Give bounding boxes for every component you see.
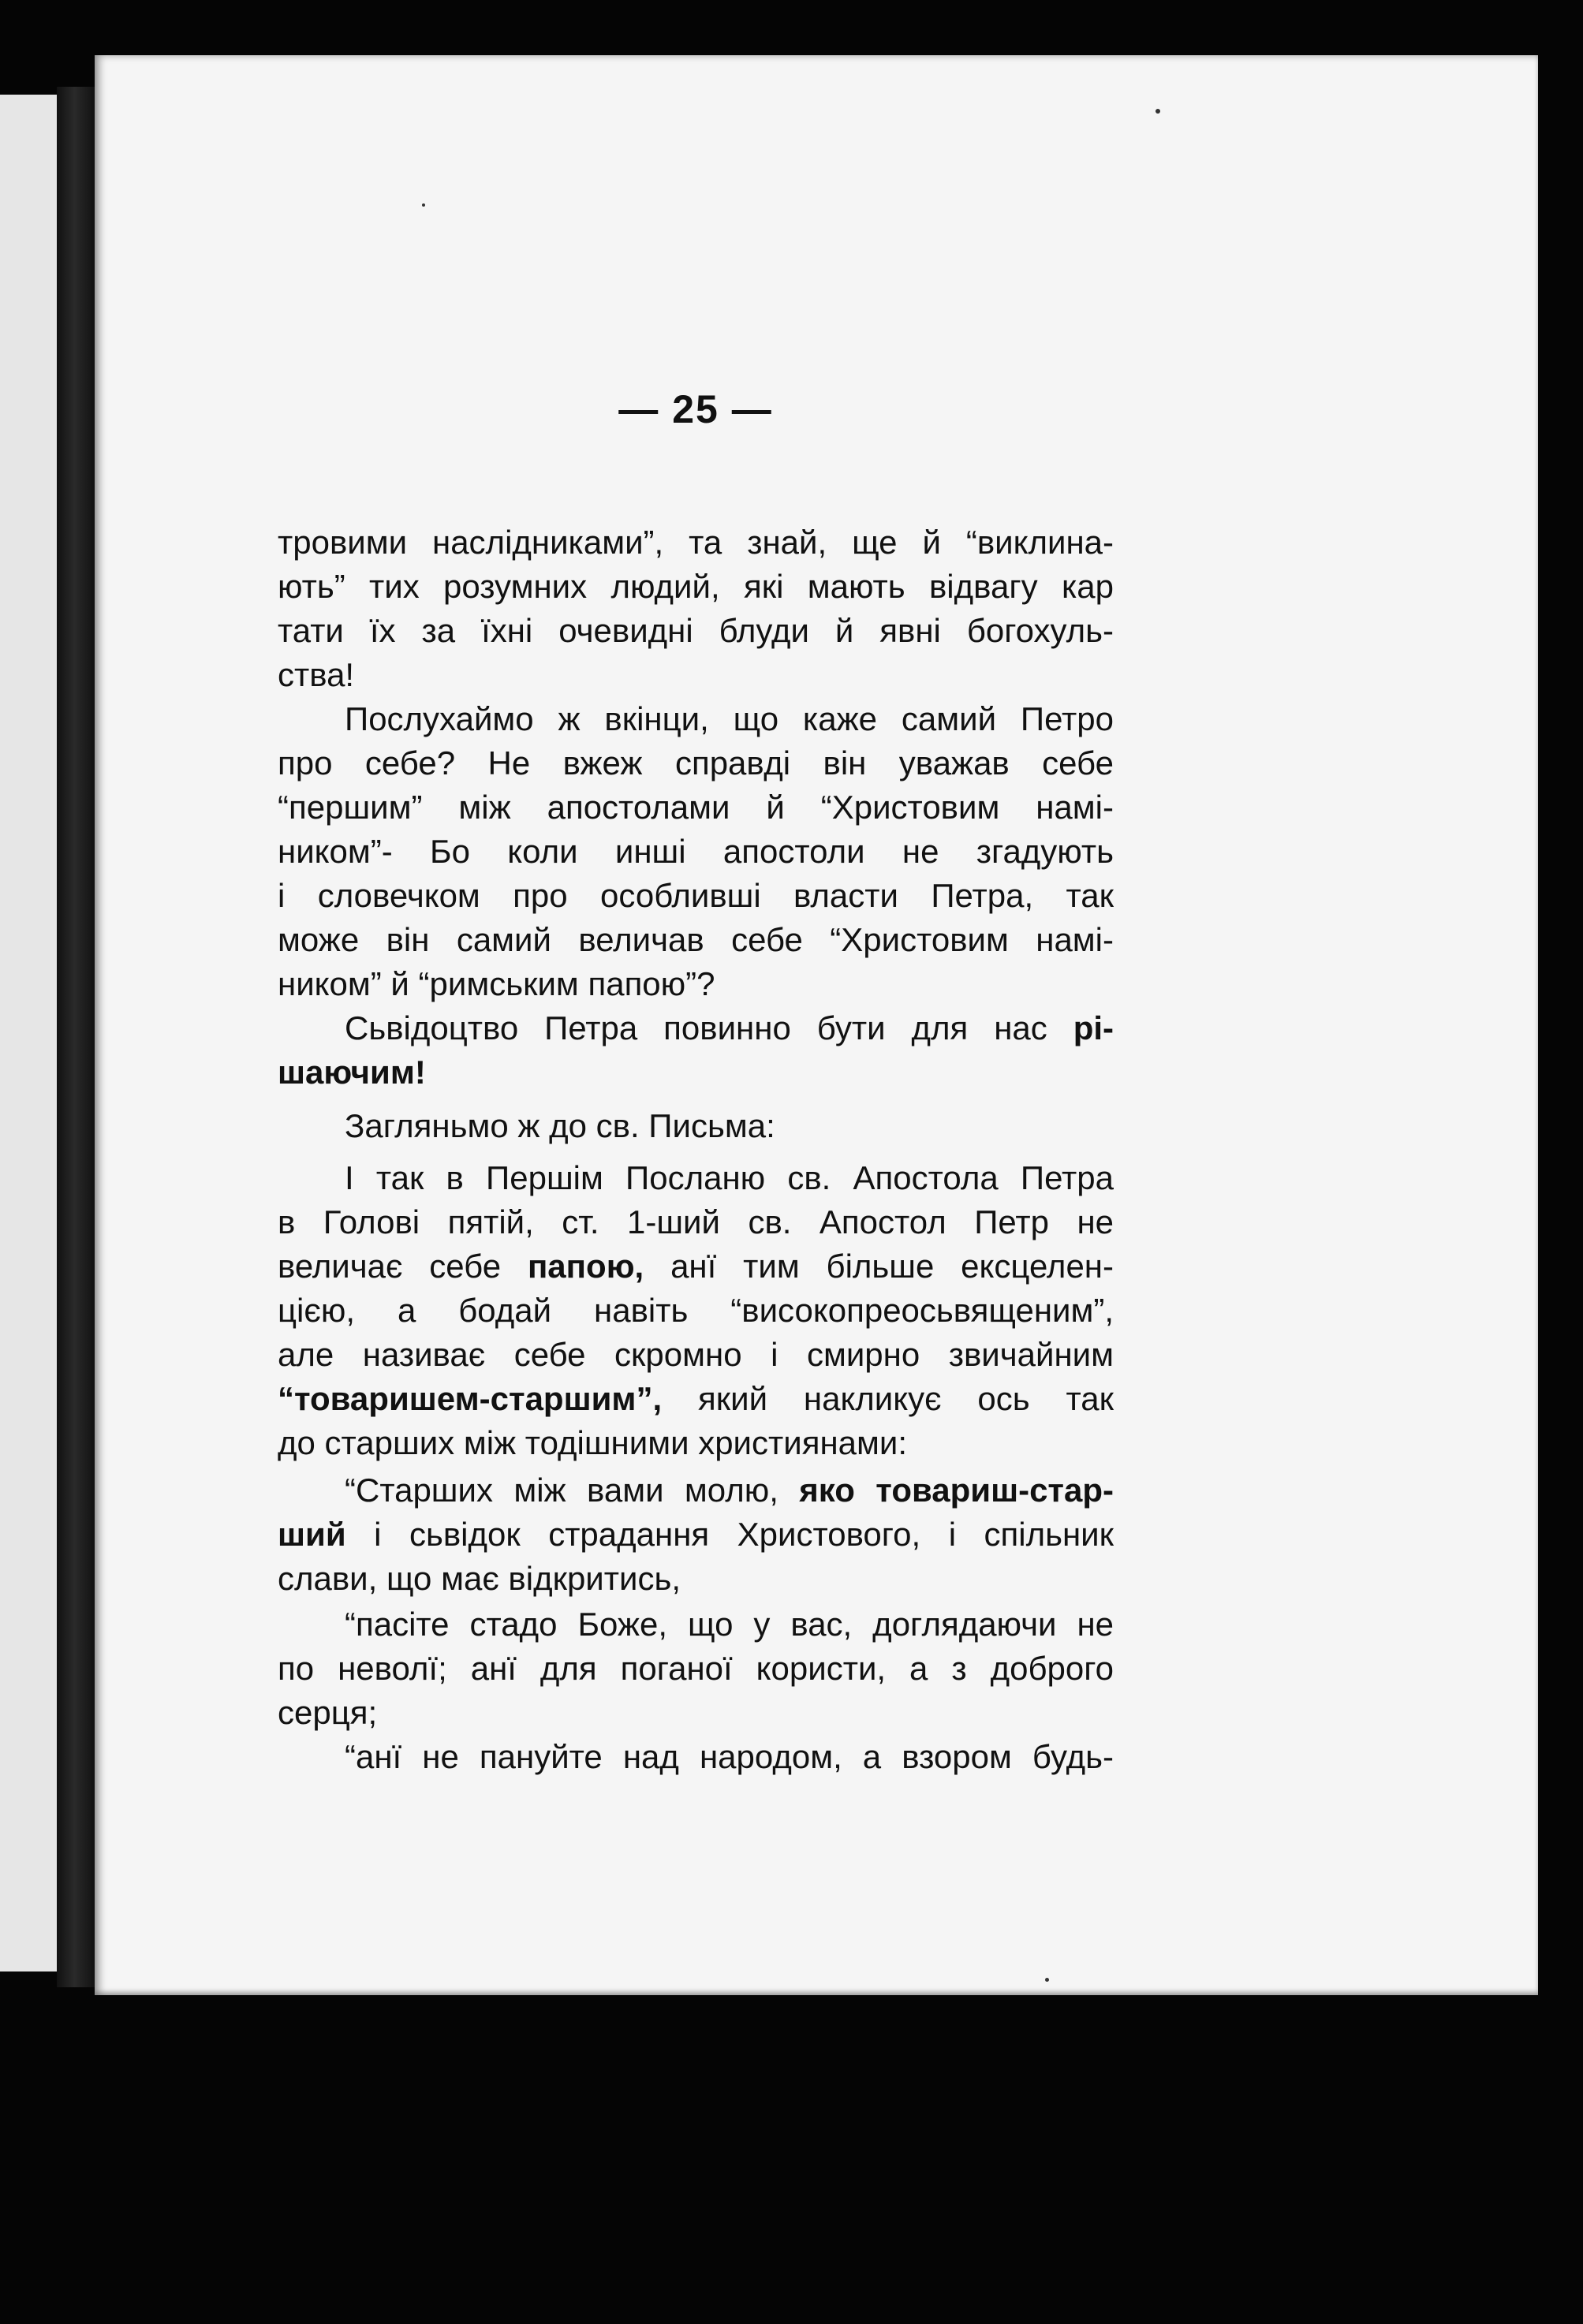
text-line: може він самий величав себе “Христовим намі- <box>278 921 1114 958</box>
book-page <box>95 55 1538 1995</box>
text-line: до старших між тодішними християнами: <box>278 1424 908 1461</box>
text-line: але називає себе скромно і смирно звичайним <box>278 1336 1114 1373</box>
facing-page-edge <box>0 95 63 1971</box>
text-line: величає себе папою, анї тим більше ексцелен- <box>278 1248 1114 1285</box>
text-line: ником”- Бо коли инші апостоли не згадують <box>278 833 1114 870</box>
bold-emphasis: рі- <box>1073 1009 1114 1046</box>
text-line: слави, що має відкритись, <box>278 1560 681 1597</box>
text-line: ником” й “римським папою”? <box>278 965 715 1002</box>
text-line: тати їх за їхні очевидні блуди й явні богохуль- <box>278 612 1114 649</box>
text-line: цією, а бодай навіть “високопреосьвященим”, <box>278 1292 1114 1329</box>
paragraph-start-line: Сьвідоцтво Петра повинно бути для нас рі- <box>345 1009 1114 1046</box>
bold-emphasis: яко товариш-стар- <box>799 1472 1114 1509</box>
text-line: ший і сьвідок страдання Христового, і спільник <box>278 1516 1114 1553</box>
paper-speck <box>1045 1978 1049 1982</box>
paragraph-start-line: Загляньмо ж до св. Письма: <box>345 1107 775 1144</box>
paragraph-start-line: Послухаймо ж вкінци, що каже самий Петро <box>345 700 1114 737</box>
text-line: серця; <box>278 1694 378 1731</box>
bold-emphasis: “товаришем-старшим”, <box>278 1380 663 1417</box>
bold-emphasis: ший <box>278 1516 346 1553</box>
text-line <box>278 1050 1114 1095</box>
text-line: по неволї; анї для поганої користи, а з доброго <box>278 1650 1114 1687</box>
text-line: ства! <box>278 656 355 693</box>
paper-speck <box>1156 109 1160 114</box>
text-line: ють” тих розумних людий, які мають відвагу кар <box>278 568 1114 605</box>
text-line: про себе? Не вжеж справді він уважав себе <box>278 744 1114 782</box>
text-line: “першим” між апостолами й “Христовим намі- <box>278 789 1114 826</box>
paragraph-start-line: “Старших між вами молю, яко товариш-стар- <box>345 1472 1114 1509</box>
text-line: і словечком про особливші власти Петра, так <box>278 877 1114 914</box>
page-number: — 25 — <box>618 387 773 431</box>
paragraph-start-line: “анї не пануйте над народом, а взором будь- <box>345 1738 1114 1775</box>
paper-speck <box>422 203 425 207</box>
bold-emphasis: папою, <box>527 1248 644 1285</box>
text-line: тровими наслідниками”, та знай, ще й “виклина- <box>278 524 1114 561</box>
bold-emphasis: шаючим! <box>278 1054 426 1091</box>
paragraph-start-line: І так в Першім Посланю св. Апостола Петра <box>345 1159 1114 1196</box>
paragraph-start-line: “пасіте стадо Боже, що у вас, доглядаючи не <box>345 1606 1114 1643</box>
text-line: в Голові пятій, ст. 1-ший св. Апостол Петр не <box>278 1203 1114 1240</box>
text-line: “товаришем-старшим”, який накликує ось так <box>278 1380 1114 1417</box>
